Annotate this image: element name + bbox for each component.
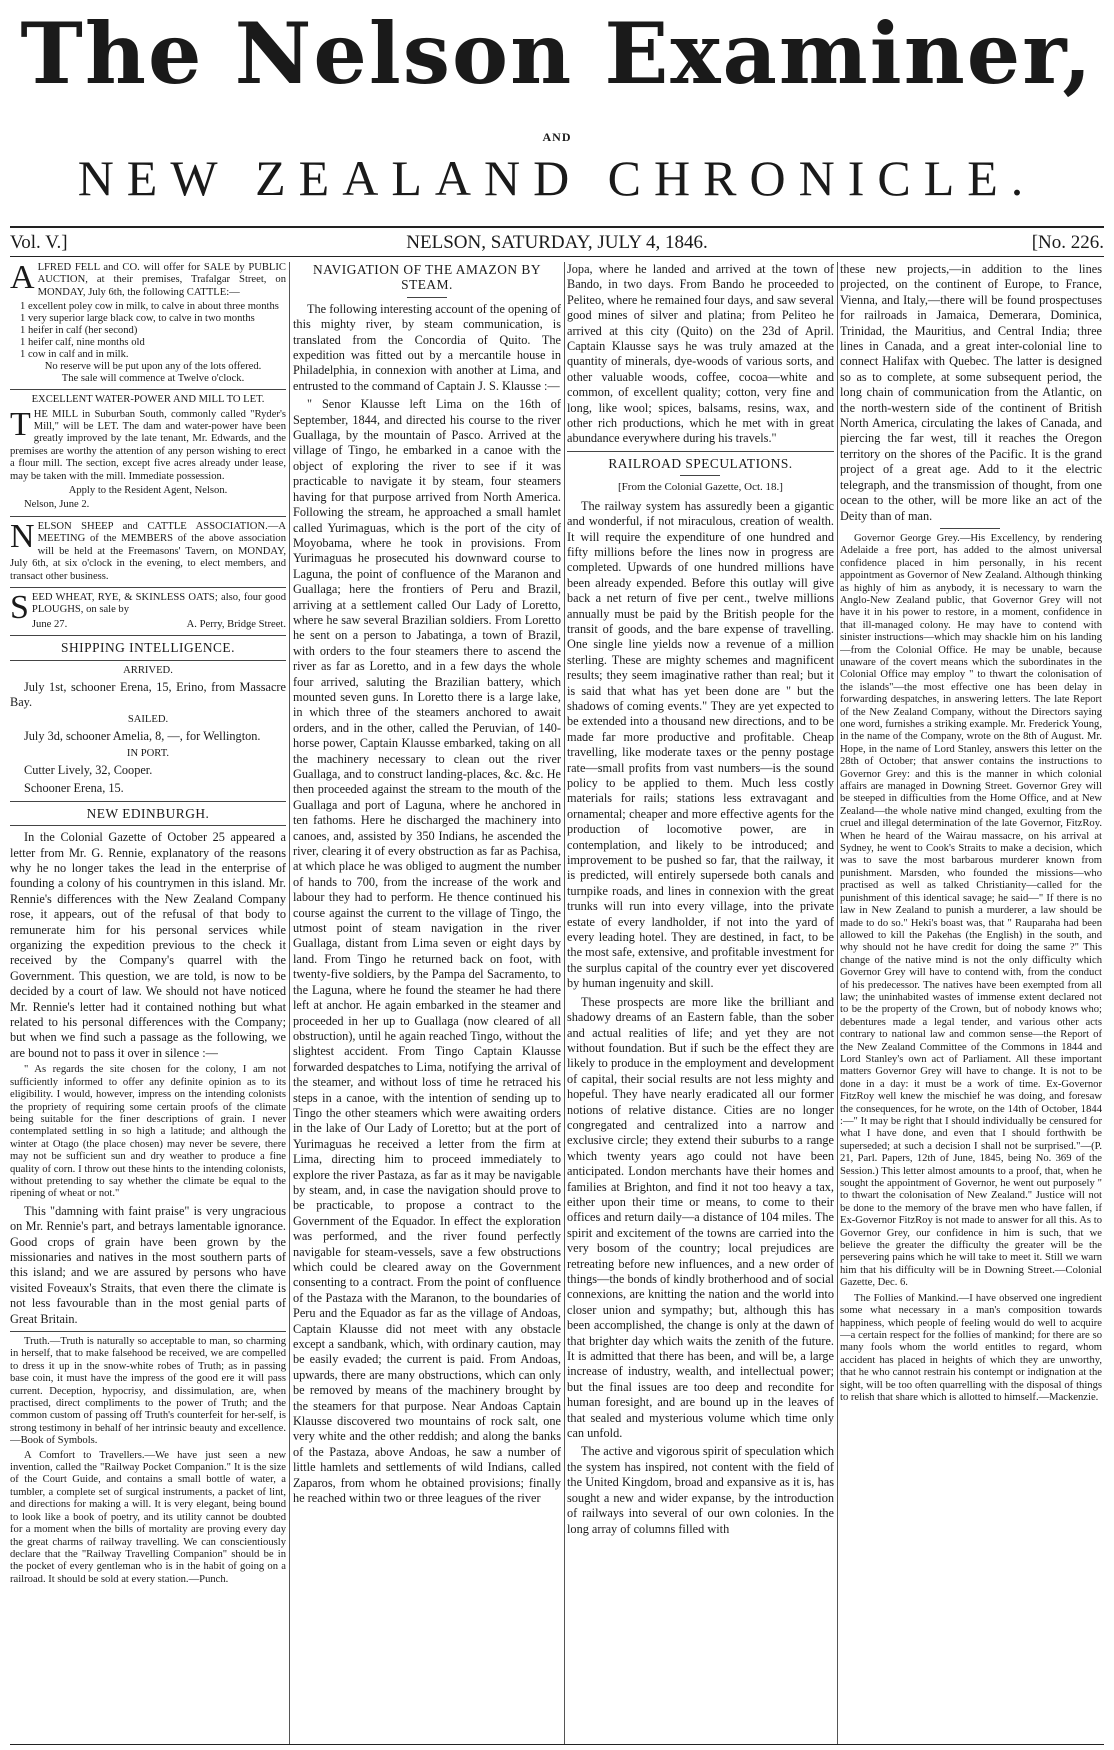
shipping-entry: July 1st, schooner Erena, 15, Erino, from Massacre Bay. [10, 679, 286, 710]
drop-cap: N [10, 517, 35, 555]
divider [10, 660, 286, 661]
article-paragraph: Governor George Grey.—His Excellency, by rendering Adelaide a free port, has added to the almost universal confidence placed in him personally, in his recent appointment as Governor of New Zealand. Although thinking as highly of him as anybody, it is necessary to warn the Anglo-New Zealand public, that Governor Grey will not have it in his power to restore, in a moment, confidence in that ill-managed colony. He may have to contend with sinister instructions—which may shackle him on his landing—from the Colonial Office. He may be unable, because unaware of the covert means which the subordinates in the Colonial Office may employ " to thwart the colonisation of the islands"—the most effective one has been delay in forwarding despatches, in answering letters. The late Report of the New Zealand Company, without the Directors saying one word, furnishes a striking example. Mr. Frederick Young, in the name of the Company, wrote on the 8th of August. Mr. Hope, in the name of Lord Stanley, answers this letter on the 28th of October; that answer contains the instructions to Governor Grey: and this is the manner in which colonial affairs are managed in Downing Street. Governor Grey will be steeped in difficulties from the Home Office, and at New Zealand—the whole native mind changed, exulting from the cruel and illegal determination of the late Governor, FitzRoy. When he heard of the Wairau massacre, on his arrival at Sydney, he went to Cook's Straits to make a decision, which was to save the most barbarous murderer known from punishment. Marsden, who founded the missions—who practised as well as talked Christianity—called for the punishment of this identical savage; he said—" If there is no law in New Zealand to punish a murderer, a law should be made to do so." Heki's boast was, that " Rauparaha had been allowed to kill the Pakehas (the English) in the south, and why should not he have credit for doing the same ?" This change of the native mind is not the only difficulty which Governor Grey will have to contend with, from the conduct of his predecessor. The natives have been exempted from all law; the uninhabited wastes of immense extent declared not to be the property of the Crown, but of nobody knows who; debentures made a legal tender, and various other acts contrary to national law and common sense—the Report of the New Zealand Committee of the Commons in 1844 and Lord Stanley's own act of Parliament. All these important matters Governor Grey will have to change. It is not to be done in a day: it must be a work of time. Ex-Governor FitzRoy well knew the mischief he was doing, and foresaw the consequences, for he wrote, on the 14th of October, 1844 :—" It may be right that I should individually be censured for what I have done, and even that I should forthwith be superseded; at such a decision I shall not be surprised."—(P. 21, Parl. Papers, 12th of June, 1845, being No. 369 of the Session.) This letter almost amounts to a proof, that, when he sought the appointment of Governor, he went out purposely " to thwart the colonisation of New Zealand." Justice will not be done to the memory of the brave men who have fallen, if Ex-Governor FitzRoy is not made to answer for all this. As to Governor Grey, our confidence in him is such, that we believe the greater the difficulty the greater will be the persevering pains which he will take to meet it. Still we warn him that his difficulty will be in Downing Street.—Colonial Gazette, Dec. 6. [840, 532, 1102, 1289]
advertisement-association [10, 517, 286, 583]
divider [10, 1331, 286, 1332]
divider [567, 451, 834, 452]
column-4 [840, 262, 1102, 1744]
article-new-edinburgh [10, 806, 286, 1327]
miscellany [10, 1336, 286, 1586]
divider [10, 801, 286, 802]
article-heading: RAILROAD SPECULATIONS. [608, 455, 793, 471]
column-divider [837, 262, 838, 1744]
ad-text: HE MILL in Suburban South, commonly called "Ryder's Mill," will be LET. The dam and water-power have been greatly improved by the late tenant, Mr. Edwards, and the premises are worthy the attention of any person wishing to erect a flour mill. The section, except five acres already under lease, may be taken with the mill. Immediate possession. [10, 408, 286, 482]
section-heading: NEW EDINBURGH. [86, 805, 210, 821]
shipping-entry: July 3d, schooner Amelia, 8, —, for Wellington. [24, 729, 261, 744]
masthead [0, 0, 1114, 230]
ad-text: EED WHEAT, RYE, & SKINLESS OATS; also, four good PLOUGHS, on sale by [31, 591, 286, 616]
ad-signature: Apply to the Resident Agent, Nelson. [68, 485, 228, 497]
cattle-list [20, 301, 286, 385]
shipping-label: IN PORT. [126, 747, 170, 759]
ad-date: June 27. [31, 618, 68, 630]
advertisement-seed [10, 588, 286, 631]
ad-heading: EXCELLENT WATER-POWER AND MILL TO LET. [31, 394, 265, 406]
article-heading: NAVIGATION OF THE AMAZON BY STEAM. [312, 262, 541, 293]
list-item: The sale will commence at Twelve o'clock. [61, 373, 245, 385]
article-source: [From the Colonial Gazette, Oct. 18.] [618, 481, 783, 494]
top-rule [10, 226, 1104, 228]
list-item: 1 heifer in calf (her second) [20, 325, 138, 337]
drop-cap: S [10, 588, 29, 626]
advertisement-auction [10, 262, 286, 385]
volume-number: Vol. V.] [10, 232, 68, 253]
divider [10, 587, 286, 588]
list-item: 1 cow in calf and in milk. [20, 349, 129, 361]
newspaper-subtitle: NEW ZEALAND CHRONICLE. [77, 150, 1037, 206]
ad-text: ELSON SHEEP and CATTLE ASSOCIATION.—A MEETING of the MEMBERS of the above association will be held at the Freemasons' Tavern, on MONDAY, July 6th, at six o'clock in the evening, to elect members, and transact other business. [10, 520, 286, 582]
shipping-label: ARRIVED. [123, 664, 173, 676]
column-2 [293, 262, 561, 1744]
divider [940, 528, 1000, 529]
list-item: 1 excellent poley cow in milk, to calve in about three months [20, 301, 279, 313]
divider [10, 825, 286, 826]
article-paragraph: In the Colonial Gazette of October 25 appeared a letter from Mr. G. Rennie, explanatory of the reasons why he no longer takes the lead in the enterprise of founding a colony of his countrymen in this island. Mr. Rennie's differences with the New Zealand Company rose, it appears, out of the refusal of that body to remunerate him for his personal services while organizing the expedition previous to the check it received by the Company's quarrel with the Government. This question, we are told, is now to be decided by a court of law. We should not have noticed Mr. Rennie's letter had it contained nothing but what related to his personal differences with the Company; but when we find such a passage as the following, we are bound not to pass it over in silence :— [10, 830, 286, 1060]
column-divider [289, 262, 290, 1744]
ad-date: Nelson, June 2. [24, 499, 90, 511]
advertisement-mill [10, 394, 286, 512]
drop-cap: A [10, 262, 35, 296]
shipping-label: SAILED. [127, 713, 169, 725]
dateline-rule [10, 256, 1104, 257]
dateline [10, 232, 1104, 256]
article-paragraph: " Senor Klausse left Lima on the 16th of September, 1844, and directed his course to the river Guallaga, by the mountain of Pasco. Arrived at the village of Tingo, he embarked in a canoe with the object of exploring the river to see if it was practicable to navigate it by steam, four steamers having for that purpose arrived from North America. Following the stream, he approached a small hamlet called Yurimaguas, which is the port of the city of Moyobama, where he took in provisions. From Yurimaguas he prosecuted his downward course to Laguna, the point of confluence of the Maranon and Guallaga; here the frontiers of Peru and Brazil, arriving at a settlement called Our Lady of Loretto, where he saw several Brazilian soldiers. From Loretto he sent on a person to Jabatinga, a town of Brazil, with orders to the four steamers there to ascend the river as far as Loretto, and in a few days the whole four arrived, saluting the Brazilian battery, which mounted seven guns. In Loretto there is a large lake, in which three of the steamers anchored to await orders, and in the other, called the Peruvian, of 140-horse power, Captain Klausse embarked, taking on all the machinery necessary to clean out the river Guallaga, and to construct landing-places, &c. &c. He then proceeded against the stream to the mouth of the Guallaga and port of Laguna, where he anchored in ten fathoms. Here he discharged the machinery into canoes, and, assisted by 350 Indians, he ascended the river, clearing it of every obstruction as far as Pachisa, at which place he was obliged to augment the number of hands to 700, from the increase of the work and labour they had to perform. He thence continued his course against the current to the village of Tingo, the utmost point of steam navigation in the river Guallaga, distant from Lima seven or eight days by land. From Tingo he returned back on foot, with twenty-five soldiers, by the Pampa del Sacramento, to the Laguna, where he found the steamer he had there left at anchor. He again embarked in the steamer and proceeded in her up to Guallaga (now cleared of all obstruction), until he again reached Tingo, without the slightest accident. From Tingo Captain Klausse forwarded despatches to Lima, notifying the arrival of the steamer, and without loss of time he retraced his steps in a canoe, with the intention of sending up to Tingo the other steamers which were awaiting orders in the lake of Our Lady of Loretto; but at the port of Yurimaguas he received a letter from the firm at Lima, directing him to proceed immediately to explore the river Pastaza, as far as it may be navigable by steam, and, in case the navigation should prove to be practicable, to propose a contract to the Government of the Equador. In effect the exploration was performed, and the river found perfectly navigable for steam-vessels, save a few obstructions which could be cleared away on the Government consenting to a contract. From the point of confluence of the Pastaza with the Maranon, to the boundaries of Peru and the Equador as far as the village of Andoas, Captain Klausse did not meet with any obstacle except a sandbank, which, with ordinary caution, may be easily evaded; the current is paid. From Andoas, upwards, there are many obstructions, which can only be removed by means of the machinery brought by the steamers for that purpose. Near Andoas Captain Klausse discovered two mountains of rock salt, one very white and the other reddish; and along the banks of the Pastaza, above Andoas, he saw a number of little hamlets and settlements of wild Indians, called Zaparos, from whom he obtained provisions; finally he reached within two or three leagues of the river [293, 397, 561, 1506]
shipping-entry: Cutter Lively, 32, Cooper. [24, 762, 153, 777]
article-paragraph: Jopa, where he landed and arrived at the town of Bando, in two days. From Bando he proceeded to Peliteo, where he remained four days, and saw several good mines of silver and platina; from Peliteo he arrived at this city (Quito) on the 23d of April. Captain Klausse says he was truly amazed at the quantity of minerals, dye-woods of various sorts, and other valuable woods, coffee, cocoa—white and common, of excellent quality; cotton, very fine and long, like wool; spices, balsams, resins, wax, and other rich productions, which he met with in great abundance everywhere during his travels." [567, 262, 834, 446]
title-conjunction: AND [542, 130, 572, 144]
column-1 [10, 262, 286, 1744]
issue-date: NELSON, SATURDAY, JULY 4, 1846. [406, 232, 708, 253]
shipping-section [10, 640, 286, 797]
shipping-entry: Schooner Erena, 15. [24, 781, 124, 796]
section-heading: SHIPPING INTELLIGENCE. [61, 640, 235, 656]
article-paragraph: This "damning with faint praise" is very ungracious on Mr. Rennie's part, and betrays lamentable ignorance. Good crops of grain have been grown by the missionaries and natives in the most southern parts of this island; and we are assured by persons who have visited Foveaux's Straits, that even there the climate is not less favourable than in the most genial parts of Great Britain. [10, 1203, 286, 1326]
article-paragraph: A Comfort to Travellers.—We have just seen a new invention, called the "Railway Pocket Companion." It is the size of the Court Guide, and contains a small bottle of water, a tumbler, a complete set of surgical instruments, a packet of lint, and directions for making a will. It is very elegant, being bound to look like a book of poetry, and its utility cannot be doubted for a moment when the bills of mortality are proving every day the great charms of railway travelling. We can conscientiously declare that the "Railway Travelling Companion" should be in the pocket of every gentleman who is in the habit of going on a railroad. It should be sold at every station.—Punch. [10, 1449, 286, 1585]
drop-cap: T [10, 405, 31, 443]
list-item: 1 very superior large black cow, to calve in two months [20, 313, 255, 325]
divider [10, 516, 286, 517]
divider [680, 475, 720, 476]
article-paragraph: The Follies of Mankind.—I have observed one ingredient some what necessary in a man's composition towards happiness, which people of feeling would do well to acquire—a certain respect for the follies of mankind; for there are so many fools whom the world entitles to regard, whom accident has placed in heights of which they are unworthy, that he who cannot restrain his contempt or indignation at the sight, will be too often quarrelling with the disposal of things to relish that share which is allotted to himself.—Mackenzie. [840, 1292, 1102, 1403]
article-paragraph: these new projects,—in addition to the lines projected, on the continent of Europe, to France, Vienna, and Italy,—there will be found prospectuses for railroads in Jamaica, Demerara, Dominica, Trinidad, the Mauritius, and Central India; three lines in Canada, and a great inter-colonial line to connect Halifax with Quebec. The latter is designed so as to complete, at some subsequent period, the long chain of communication from the Atlantic, on the north-western side of the continent of British North America, circulating the lakes of Canada, and piercing the far west, till it reaches the Oregon territory on the shores of the Pacific. It is the grand project of a great age. Add to it the electric telegraph, and the transmission of thought, from one ocean to the other, will be more like an act of the Deity than of man. [840, 262, 1102, 523]
article-paragraph: The following interesting account of the opening of this mighty river, by steam communication, is translated from the Concordia of Quito. The expedition was fitted out by a mercantile house in Philadelphia, in connexion with another at Lima, and entrusted to the command of Captain J. S. Klausse :— [293, 301, 561, 393]
list-item: 1 heifer calf, nine months old [20, 337, 145, 349]
article-paragraph: The active and vigorous spirit of speculation which the system has inspired, not content with the field of the United Kingdom, broad and expansive as it is, has sought a new and wider expanse, by the introduction of railways into several of our own colonies. In the long array of columns filled with [567, 1444, 834, 1536]
column-divider [564, 262, 565, 1744]
divider [10, 635, 286, 636]
article-paragraph: These prospects are more like the brilliant and shadowy dreams of an Eastern fable, than the sober and actual realities of life; and yet they are not without foundation. But if such be the effect they are likely to produce in the employment and development of capital, their social results are not less mighty and hopeful. They have nearly eradicated all our former notions of relative distance. Cities are no longer congregated and centralized into a narrow and exclusive circle; they extend their suburbs to a range which twenty years ago could not have been anticipated. London merchants have their homes and families at Brighton, and find it not too heavy a tax, either upon their time or means, to come to their offices and return daily—a distance of 104 miles. The spirit and excitement of the towns are carried into the very bosom of the country; local prejudices are retreating before new influences, and a new order of things—the bonds of kindly brotherhood and of social connexions, are knitting the nation and the world into closer union and sympathy; but, although this has been accomplished, the change is only at the dawn of that brighter day which waits the zenith of the future. It is admitted that there has been, and will be, a large increase of industry, wealth, and intellectual power; but the final issues are too deep and recondite for human foresight, and are bound up in the leaves of that sealed and mysterious volume which time only can unfold. [567, 994, 834, 1441]
divider [10, 389, 286, 390]
ad-signature: A. Perry, Bridge Street. [186, 618, 286, 630]
column-3 [567, 262, 834, 1744]
divider [407, 297, 447, 298]
list-item: No reserve will be put upon any of the lots offered. [44, 361, 262, 373]
article-paragraph: Truth.—Truth is naturally so acceptable to man, so charming in herself, that to make falsehood be received, we are compelled to dress it up in the snow-white robes of Truth; as in passing base coin, it must have the impress of the good ere it will pass current. Deception, hypocrisy, and dissimulation, are, when practised, direct compliments to the power of Truth; and the common custom of passing off Truth's counterfeit for her-self, is strong testimony in behalf of her intrinsic beauty and excellence.—Book of Symbols. [10, 1336, 286, 1447]
article-quote: " As regards the site chosen for the colony, I am not sufficiently informed to offer any definite opinion as to its eligibility. I would, however, impress on the intending colonists the propriety of requiring some certain proofs of the climate being suitable for the finer descriptions of grain. I never contemplated settling in so high a latitude; and although the winter at Otago (the place chosen) may never be severe, there may not be sufficient sun and dry weather to produce a fine quality of corn. I throw out these hints to the intending colonists, without pretending to say whether the climate be equal to the ripening of wheat or not." [10, 1064, 286, 1200]
article-paragraph: The railway system has assuredly been a gigantic and wonderful, if not miraculous, creation of wealth. It will require the expenditure of one hundred and fifty millions before the lines now in progress are completed. Upwards of one hundred millions have been already expended. Before this outlay will give back a net return of five per cent., twelve millions annually must be paid by the British people for the transit of goods, and the bare expense of travelling. One single line yields now a revenue of a million sterling. These are mighty schemes and magnificent results; they seem imaginative rather than real; but it is said that what has yet been done are " but the shadows of coming events." They are yet expected to be extended into a thousand new directions, and to be made far more productive and profitable. Cheap travelling, like moderate taxes or the penny postage rate—small profits from vast numbers—is the sound policy to be applied to them. Much less costly materials for rails; stations less extravagant and ornamental; cheaper and more effective agents for the production of locomotive power, are in contemplation, and likely to be introduced; and improvement to be pushed so far, that the railway, it is predicted, will entirely supersede both canals and turnpike roads, and lines in connexion with the great trunks will run into every village, into the private estate of every landholder, if not into the yard of every leading hotel. They are destined, in fact, to be the most safe, extensive, and profitable investment for the surplus capital of the country ever yet discovered by human ingenuity and skill. [567, 498, 834, 991]
bottom-rule [10, 1744, 1104, 1745]
newspaper-title: The Nelson Examiner, [20, 4, 1094, 103]
ad-text: LFRED FELL and CO. will offer for SALE by PUBLIC AUCTION, at their premises, Trafalgar Street, on MONDAY, July 6th, the following CATTLE:— [37, 262, 286, 298]
issue-number: [No. 226. [1031, 232, 1104, 253]
